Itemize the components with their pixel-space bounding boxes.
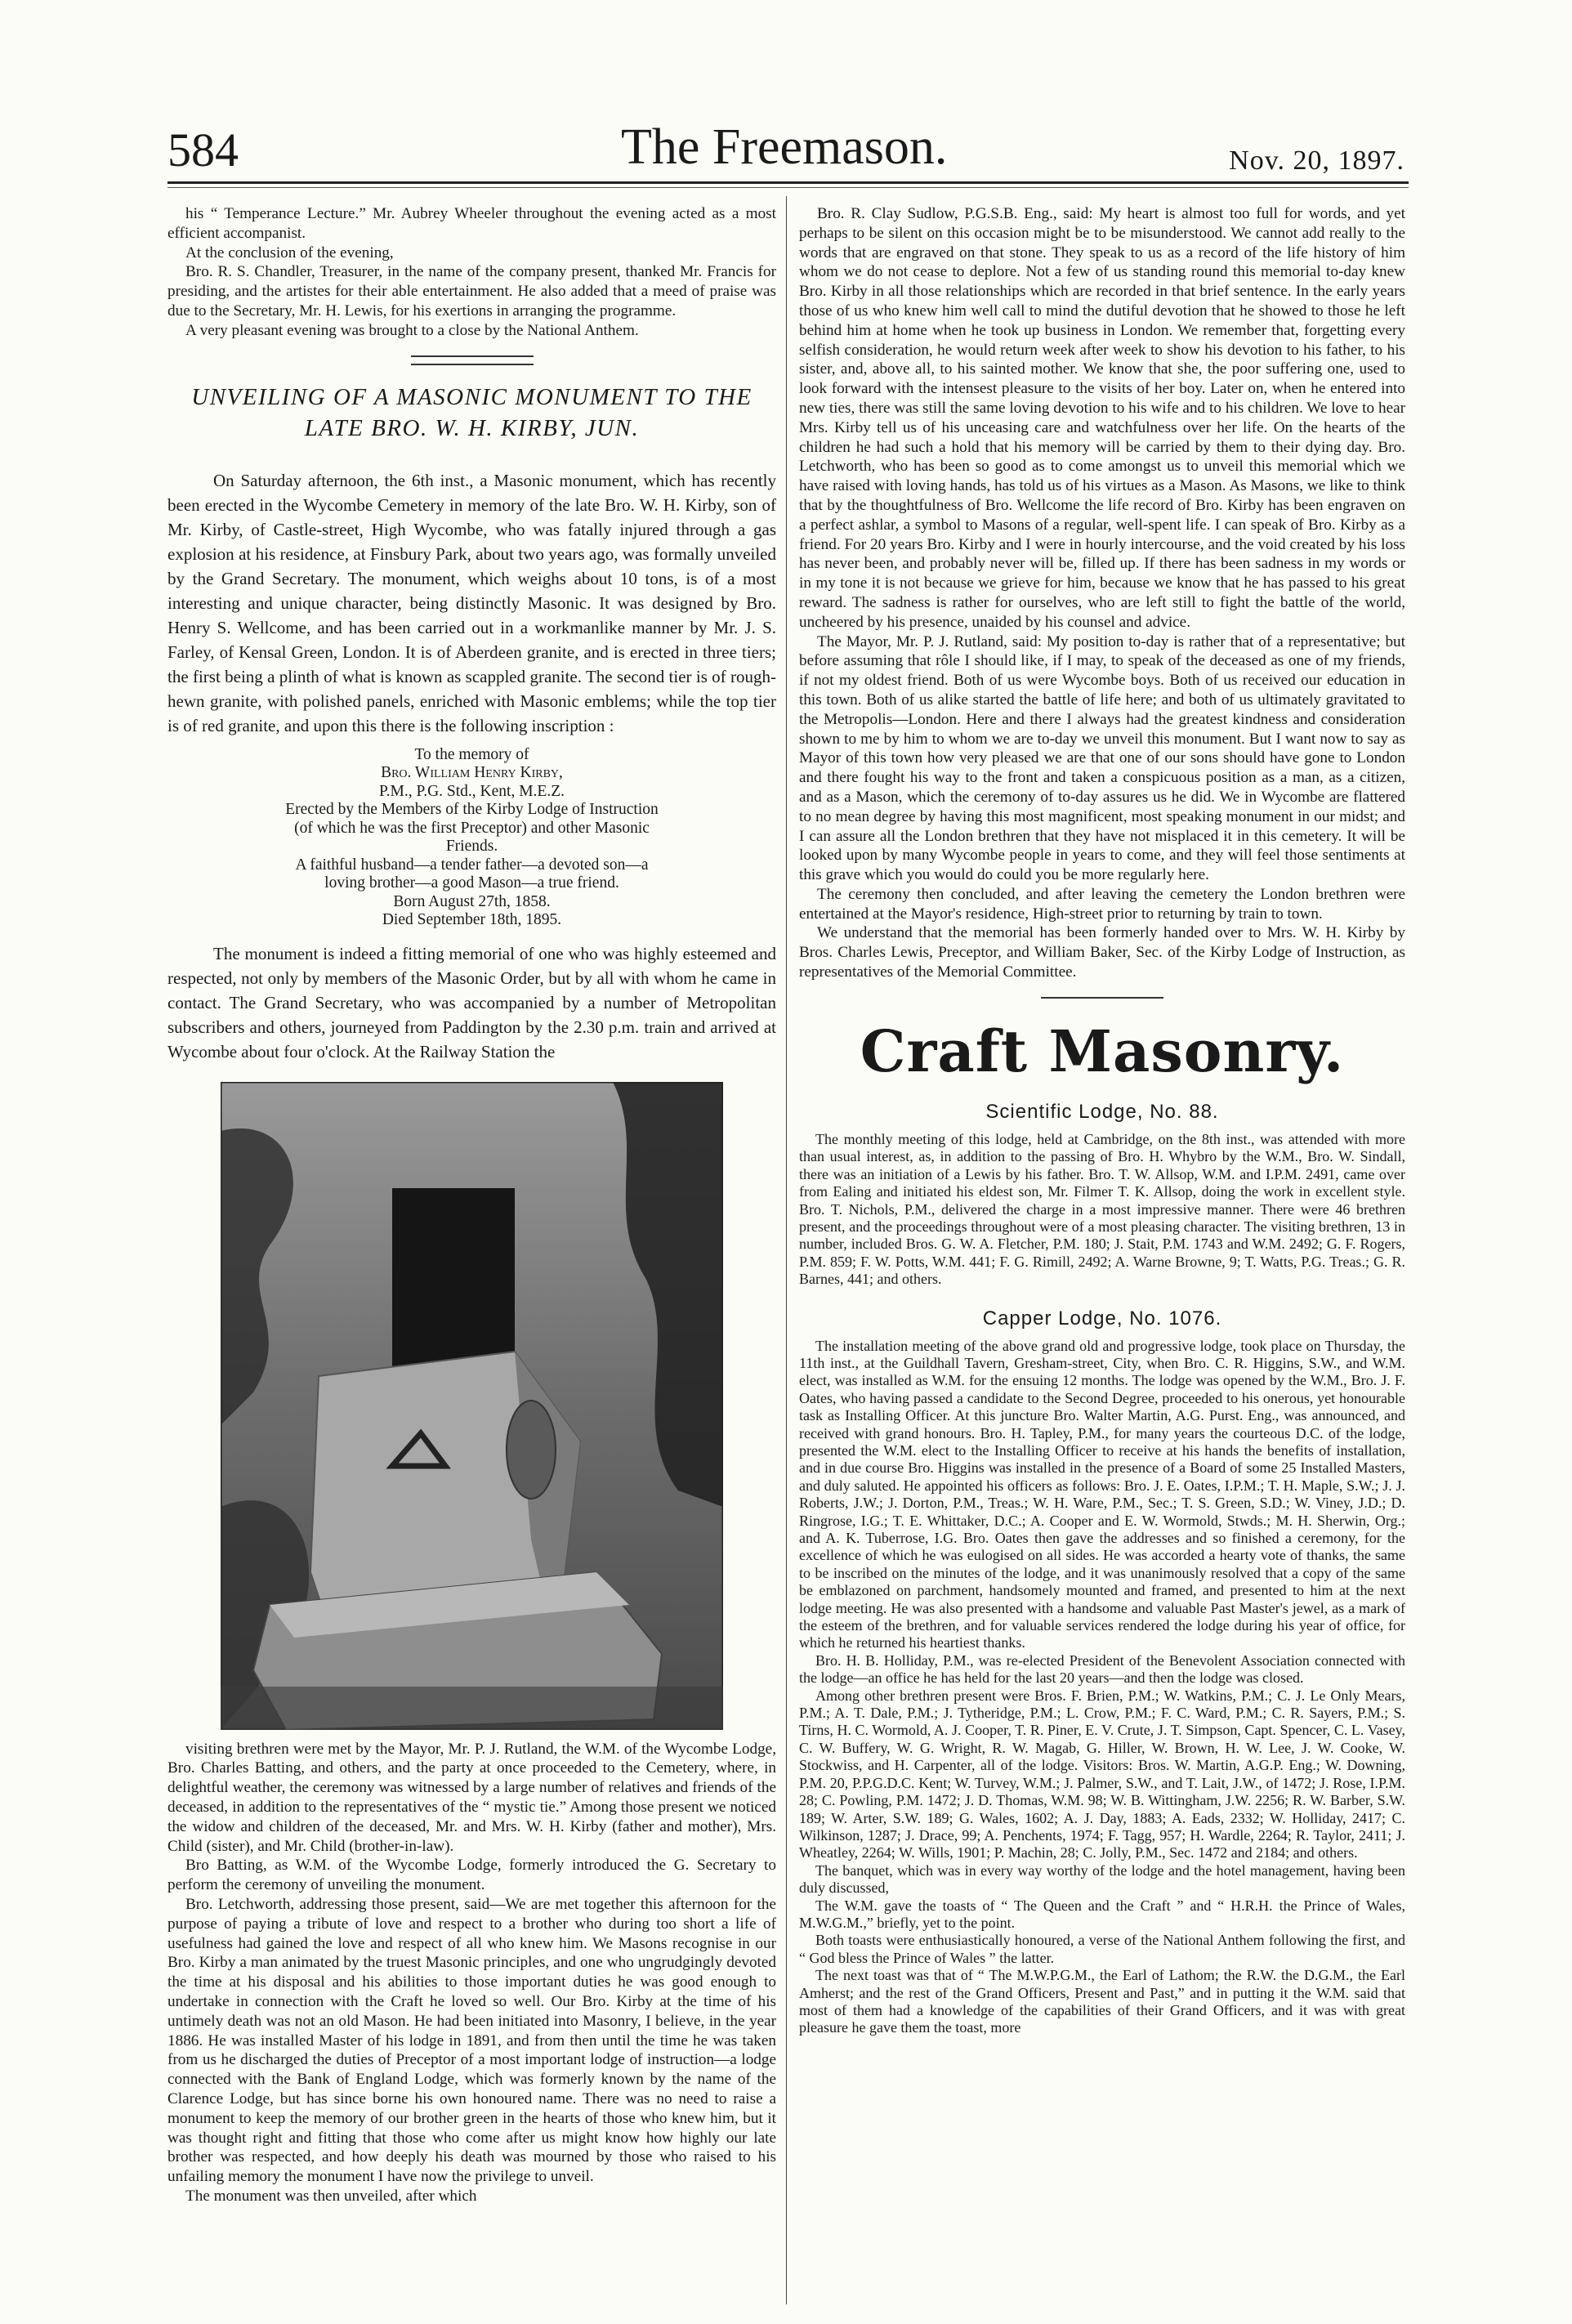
section-heading: Craft Masonry.	[860, 1017, 1345, 1085]
report-paragraph: The W.M. gave the toasts of “ The Queen and the Craft ” and “ H.R.H. the Prince of Wales, M.W.G.M.,” briefly, yet to the point.	[799, 1897, 1405, 1931]
section-rule	[411, 364, 534, 365]
article-paragraph: The monument is indeed a fitting memorial of one who was highly esteemed and respected, not only by members of the Masonic Order, but by all with whom he came in contact. The Grand Secretary, who was accompanied by a number of Metropolitan subscribers and others, journeyed from Paddington by the 2.30 p.m. train and arrived at Wycombe about four o'clock. At the Railway Station the	[167, 943, 776, 1061]
article-paragraph: On Saturday afternoon, the 6th inst., a Masonic monument, which has recently been erected in the Wycombe Cemetery in memory of the late Bro. W. H. Kirby, son of Mr. Kirby, of Castle-street, High Wycombe, who was fatally injured through a gas explosion at his residence, at Finsbury Park, about two years ago, was formally unveiled by the Grand Secretary. The monument, which weighs about 10 tons, is of a most interesting and unique character, being distinctly Masonic. It was designed by Bro. Henry S. Wellcome, and has been carried out in a workmanlike manner by Mr. J. S. Farley, of Kensal Green, London. It is of Aberdeen granite, and is erected in three tiers; the first being a plinth of what is known as scappled granite. The second tier is of rough-hewn granite, with polished panels, enriched with Masonic emblems; while the top tier is of red granite, and upon this there is the following inscription :	[167, 470, 776, 735]
page-number: 584	[167, 123, 239, 177]
article-paragraph: We understand that the memorial has been formerly handed over to Mrs. W. H. Kirby by Bros. Charles Lewis, Preceptor, and William Baker, Sec. of the Kirby Lodge of Instruction, as representatives of the Memorial Committee.	[799, 924, 1405, 981]
speech-paragraph: The Mayor, Mr. P. J. Rutland, said: My position to-day is rather that of a representative; but before assuming that rôle I should like, if I may, to speak of the deceased as one of my friends, if not my oldest friend. Both of us were Wycombe boys. Both of us received our education in this town. Both of us alike started the battle of life here; and both of us ultimately gravitated to the Metropolis—London. Here and there I always had the greatest kindness and consideration shown to me by him to whom we are to-day we unveil this monument. But I want now to say as Mayor of this town how very pleased we are that one of our sons should have gone to London and there fought his way to the front and taken a conspicuous position as a man, as a citizen, and as a Mason, which the ceremony of to-day assures us he did. We in Wycombe are flattered to no mean degree by having this most magnificent, most speaking monument in our midst; and I can assure all the London brethren that they have not misplaced it in this cemetery. It will be looked upon by many Wycombe people in years to come, and they will feel those sentiments at this grave which you would do could you be more regularly here.	[799, 632, 1405, 884]
left-column	[167, 204, 776, 2206]
header-rule	[167, 181, 1409, 184]
inscription-line: Died September 18th, 1895.	[382, 911, 562, 929]
inscription-line: P.M., P.G. Std., Kent, M.E.Z.	[379, 782, 565, 800]
lodge-report	[799, 1131, 1405, 1289]
intro-paragraph: At the conclusion of the evening,	[185, 244, 394, 261]
report-paragraph: Both toasts were enthusiastically honoured, a verse of the National Anthem following the first, and “ God bless the Prince of Wales ” the latter.	[799, 1932, 1405, 1966]
inscription-line: Bro. William Henry Kirby,	[381, 764, 563, 782]
article-title: UNVEILING OF A MASONIC MONUMENT TO THE LATE BRO. W. H. KIRBY, JUN.	[191, 383, 753, 441]
article-paragraph: Bro Batting, as W.M. of the Wycombe Lodge, formerly introduced the G. Secretary to perform the ceremony of unveiling the monument.	[167, 1857, 776, 1894]
monument-photograph	[221, 1082, 723, 1730]
article-body	[167, 468, 776, 1064]
issue-date: Nov. 20, 1897.	[1229, 145, 1405, 176]
intro-paragraph: his “ Temperance Lecture.” Mr. Aubrey Wheeler throughout the evening acted as a most efficient accompanist.	[167, 205, 776, 242]
report-paragraph: Among other brethren present were Bros. F. Brien, P.M.; W. Watkins, P.M.; C. J. Le Only Mears, P.M.; A. T. Dale, P.M.; J. Tytheridge, P.M.; L. Crow, P.M.; F. C. Ward, P.M.; C. R. Sayers, P.M.; S. Tirns, H. C. Wormold, A. J. Cooper, T. R. Piner, E. V. Crute, J. T. Simpson, Capt. Spencer, C. L. Vasey, C. W. Buffery, W. G. Wright, R. W. Magab, G. Hiller, W. Brown, H. W. Lee, J. W. Cooke, W. Stockwiss, and H. Carpenter, all of the lodge. Visitors: Bros. W. Martin, A.G.P. Eng.; W. Downing, P.M. 20, P.P.G.D.C. Kent; W. Turvey, W.M.; J. Palmer, S.W., and T. Lait, J.W., of 1472; J. Rose, I.P.M. 28; C. Powling, P.M. 1472; J. D. Thomas, W.M. 98; W. B. Wittingham, J.W. 2256; R. W. Barber, S.W. 189; W. Arter, S.W. 189; G. Wales, 1602; A. J. Day, 1883; A. Eads, 2332; W. Holliday, 2417; C. Wilkinson, 1287; J. Drace, 99; A. Penchents, 1974; F. Tagg, 957; H. Wardle, 2264; R. Taylor, 2411; J. Wheatley, 2264; W. Wills, 1901; P. Machin, 28; C. Jolly, P.M., Sec. 1472 and 2184; and others.	[799, 1687, 1405, 1861]
inscription-line: To the memory of	[414, 745, 529, 763]
section-rule	[411, 355, 534, 357]
lodge-report	[799, 1338, 1405, 2037]
report-paragraph: The installation meeting of the above grand old and progressive lodge, took place on Thursday, the 11th inst., at the Guildhall Tavern, Gresham-street, City, when Bro. C. R. Higgins, S.W., and W.M. elect, was installed as W.M. for the ensuing 12 months. The lodge was opened by the W.M., Bro. J. F. Oates, who having passed a candidate to the Second Degree, proceeded to his onerous, yet honourable task as Installing Officer. At this juncture Bro. Walter Martin, A.G. Purst. Eng., was announced, and received with grand honours. Bro. H. Tapley, P.M., for many years the courteous D.C. of the lodge, presented the W.M. elect to the Installing Officer to receive at his hands the benefits of installation, and in due course Bro. Higgins was installed in the presence of a Board of some 25 Installed Masters, and duly saluted. He appointed his officers as follows: Bro. J. E. Oates, I.P.M.; T. H. Maple, S.W.; J. J. Roberts, J.W.; J. Dorton, P.M., Treas.; W. H. Ware, P.M., Sec.; T. S. Green, S.D.; W. Viney, J.D.; D. Ringrose, I.G.; T. E. Whittaker, D.C.; A. Cooper and E. W. Wormold, Stwds.; M. H. Sherwin, Org.; and A. K. Tuberrose, I.G. Bro. Oates then gave the addresses and so finished a ceremony, for the excellence of which he was eulogised on all sides. He was accorded a hearty vote of thanks, the same to be inscribed on the minutes of the lodge, and it was unanimously resolved that a copy of the same be emblazoned on parchment, handsomely mounted and framed, and presented to him at the next lodge meeting. He was also presented with a handsome and valuable Past Master's jewel, as a mark of the esteem of the brethren, and for valuable services rendered the lodge during his year of office, for which he returned his heartiest thanks.	[799, 1337, 1405, 1651]
inscription-line: Erected by the Members of the Kirby Lodge of Instruction	[285, 801, 659, 819]
intro-paragraph: Bro. R. S. Chandler, Treasurer, in the name of the company present, thanked Mr. Francis for presiding, and the artistes for their able entertainment. He also added that a meed of praise was due to the Secretary, Mr. H. Lewis, for his exertions in arranging the programme.	[167, 263, 776, 320]
inscription-line: Friends.	[445, 838, 498, 856]
inscription-line: A faithful husband—a tender father—a devoted son—a	[295, 856, 649, 874]
monument-photo-image	[221, 1082, 723, 1730]
article-paragraph: The ceremony then concluded, and after leaving the cemetery the London brethren were entertained at the Mayor's residence, High-street prior to returning by train to town.	[799, 885, 1405, 923]
inscription-line: loving brother—a good Mason—a true friend.	[324, 874, 619, 892]
inscription-line: Born August 27th, 1858.	[393, 892, 551, 910]
report-paragraph: The next toast was that of “ The M.W.P.G.M., the Earl of Lathom; the R.W. the D.G.M., the Earl Amherst; and the rest of the Grand Officers, Present and Past,” and in putting it the W.M. said that most of them had a knowledge of the capabilities of their Grand Officers, and it was with great pleasure he gave them the toast, more	[799, 1967, 1405, 2036]
section-rule	[1041, 997, 1163, 999]
lodge-heading: Scientific Lodge, No. 88.	[985, 1100, 1219, 1123]
article-paragraph: The monument was then unveiled, after which	[185, 2187, 477, 2205]
right-column	[799, 204, 1405, 2037]
speech-paragraph: Bro. R. Clay Sudlow, P.G.S.B. Eng., said: My heart is almost too full for words, and yet perhaps to be silent on this occasion might be to be misunderstood. We cannot add really to the words that are engraved on that stone. They speak to us as a record of the life history of him whom we do not cease to deplore. Not a few of us standing round this memorial to-day knew Bro. Kirby in all those relationships which are recorded in that brief sentence. In the early years those of us who knew him well call to mind the dutiful devotion that he showed to those he left behind him at home when he took up business in London. We remember that, forgetting every selfish consideration, he would return week after week to show his devotion to his father, to his sister, and, above all, to his sainted mother. We know that she, the poor suffering one, used to look forward with the intensest pleasure to the visits of her boy. Later on, when he entered into new ties, there was still the same loving devotion to his wife and to his children. We love to hear Mrs. Kirby tell us of his unceasing care and watchfulness over her life. On the hearts of the children he had such a hold that his memory will be carried by them to their dying day. Bro. Letchworth, who has been so good as to come amongst us to unveil this memorial which we have raised with loving hands, has told us of his virtues as a Mason. As Masons, we like to think that by the thoughtfulness of Bro. Wellcome the life record of Bro. Kirby has been engraven on a perfect ashlar, a symbol to Masons of a regular, well-spent life. I can speak of Bro. Kirby as a friend. For 20 years Bro. Kirby and I were in hourly intercourse, and the void created by his loss has never been, and probably never will be, filled up. If there has been sadness in my words or in my tone it is not because we grieve for him, because we know that he has passed to his great reward. The sadness is rather for ourselves, who are left still to fight the battle of the world, uncheered by his presence, unaided by his counsel and advice.	[799, 205, 1405, 631]
report-paragraph: Bro. H. B. Holliday, P.M., was re-elected President of the Benevolent Association connected with the lodge—an office he has held for the last 20 years—and then the lodge was closed.	[799, 1651, 1405, 1687]
report-paragraph: The monthly meeting of this lodge, held at Cambridge, on the 8th inst., was attended with more than usual interest, as, in addition to the passing of Bro. H. Whybro by the W.M., Bro. W. Sindall, there was an initiation of a Lewis by his father. Bro. T. W. Allsop, W.M. and I.P.M. 2491, came over from Ealing and initiated his eldest son, Mr. Filmer T. K. Allsop, doing the work in excellent style. Bro. T. Nichols, P.M., delivered the charge in a most impressive manner. There were 46 brethren present, and the proceedings throughout were of a most pleasing character. The visiting brethren, 13 in number, included Bros. G. W. A. Fletcher, P.M. 180; J. Stait, P.M. 1743 and W.M. 2492; G. F. Rogers, P.M. 859; F. W. Potts, W.M. 441; F. G. Rimill, 2492; A. Warne Browne, 9; T. Watts, P.G. Treas.; G. R. Barnes, 441; and others.	[799, 1130, 1405, 1288]
column-divider	[786, 196, 787, 2304]
inscription-line: (of which he was the first Preceptor) and other Masonic	[294, 819, 650, 837]
report-paragraph: The banquet, which was in every way worthy of the lodge and the hotel management, having been duly discussed,	[799, 1861, 1405, 1897]
header-rule-thin	[167, 187, 1409, 188]
publication-title: The Freemason.	[621, 119, 948, 175]
lodge-heading: Capper Lodge, No. 1076.	[982, 1307, 1222, 1330]
inscription	[167, 746, 776, 930]
intro-paragraph: A very pleasant evening was brought to a close by the National Anthem.	[185, 321, 639, 339]
article-paragraph: visiting brethren were met by the Mayor, Mr. P. J. Rutland, the W.M. of the Wycombe Lodge, Bro. Charles Batting, and others, and the party at once proceeded to the Cemetery, where, in delightful weather, the ceremony was witnessed by a large number of relatives and friends of the deceased, in addition to the representatives of the “ mystic tie.” Among those present we noticed the widow and children of the deceased, Mr. and Mrs. W. H. Kirby (father and mother), Mrs. Child (sister), and Mr. Child (brother-in-law).	[167, 1740, 776, 1855]
article-paragraph: Bro. Letchworth, addressing those present, said—We are met together this afternoon for the purpose of paying a tribute of love and respect to a brother who during too short a life of usefulness had gained the love and respect of all who knew him. We Masons recognise in our Bro. Kirby a man animated by the truest Masonic principles, and one who ungrudgingly devoted the time at his disposal and his abilities to those important duties he was good enough to undertake in connection with the Craft he loved so well. Our Bro. Kirby at the time of his untimely death was not an old Mason. He had been initiated into Masonry, I believe, in the year 1886. He was installed Master of his lodge in 1891, and from then until the time he was taken from us he discharged the duties of Preceptor of a most important lodge of instruction—a lodge connected with the Bank of England Lodge, which was formerly known by the name of the Clarence Lodge, but has since borne his own honoured name. There was no need to raise a monument to keep the memory of our brother green in the hearts of those who knew him, but it was thought right and fitting that those who come after us might know how highly our late brother was respected, and how deeply his death was mourned by those who raised to his unfailing memory the monument I have now the privilege to unveil.	[167, 1895, 776, 2186]
